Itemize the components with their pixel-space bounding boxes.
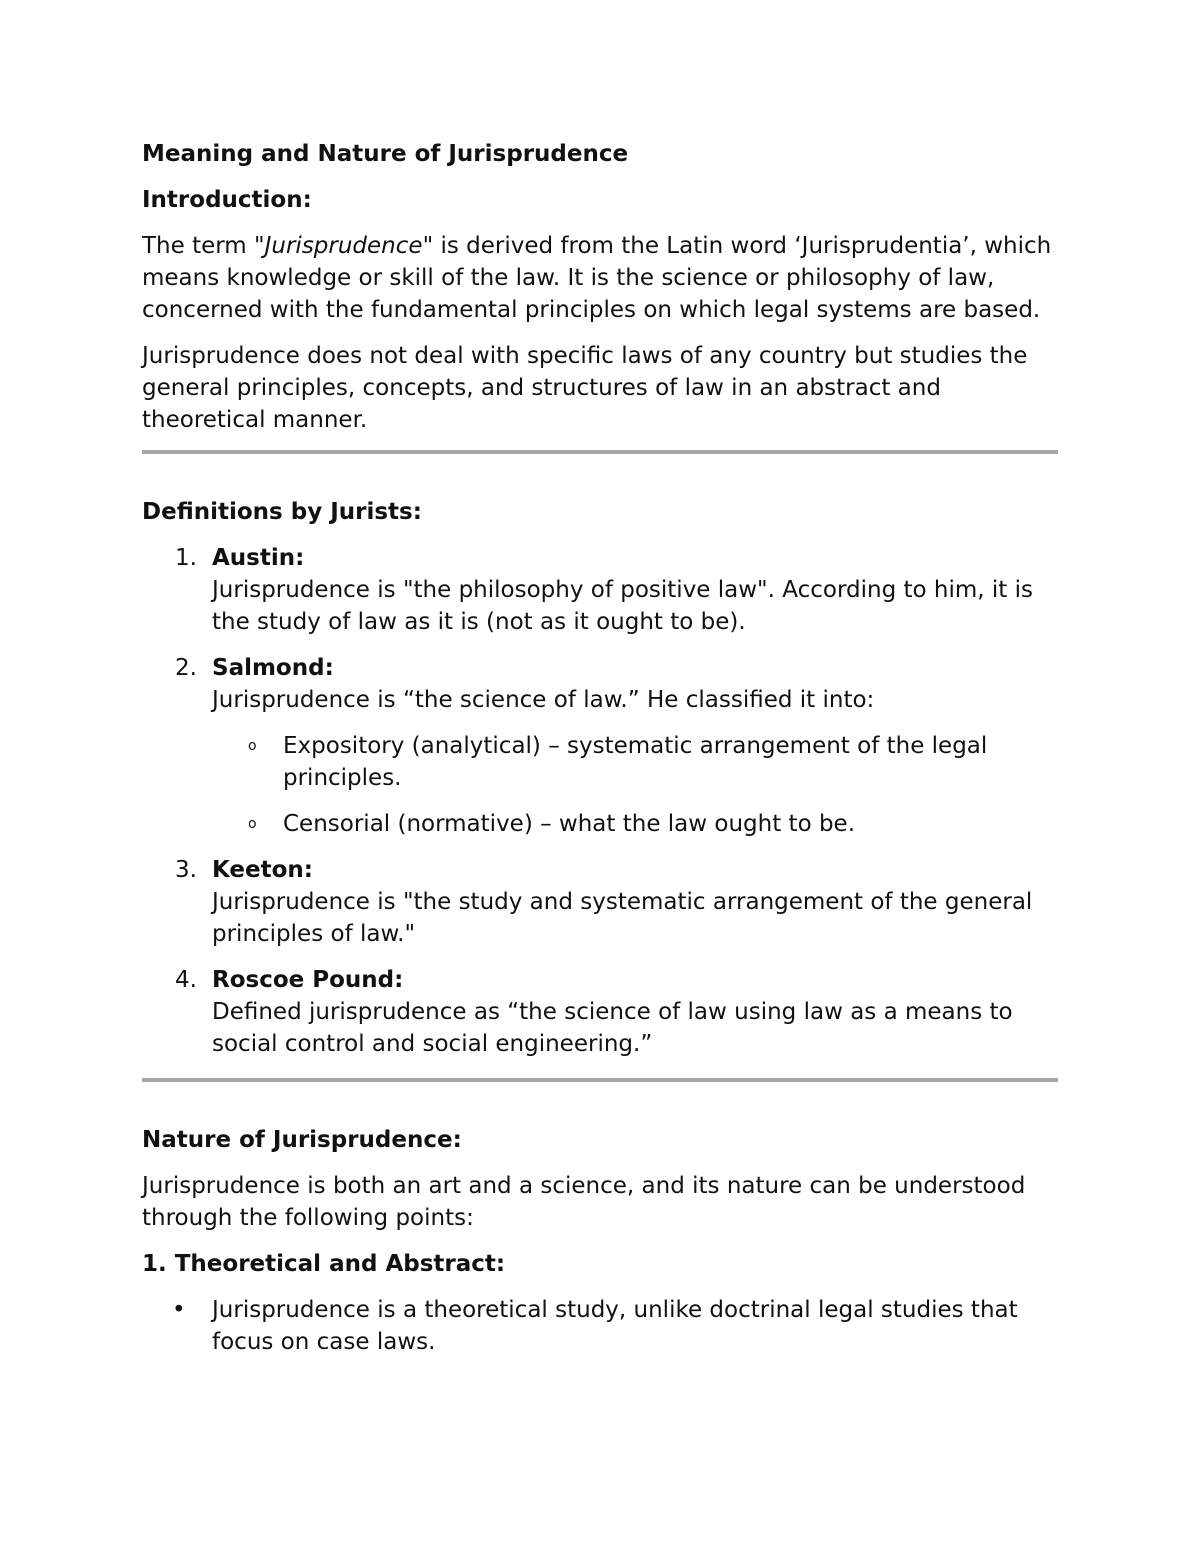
nature-intro-paragraph: Jurisprudence is both an art and a science, and its nature can be understood through the following points: [142, 1173, 1026, 1231]
definition-text: Jurisprudence is "the philosophy of positive law". According to him, it is the study of law as it is (not as it ought to be). [212, 577, 1033, 635]
document-page [142, 138, 1060, 1358]
list-item [142, 1294, 1060, 1358]
list-number: 4. [175, 967, 197, 993]
definitions-heading: Definitions by Jurists: [142, 499, 422, 525]
introduction-paragraph-1 [142, 230, 1060, 326]
salmond-sublist [212, 730, 1060, 840]
definitions-list [142, 542, 1060, 1060]
horizontal-rule [142, 450, 1058, 454]
list-number: 3. [175, 857, 197, 883]
nature-point-1-heading: 1. Theoretical and Abstract: [142, 1251, 506, 1277]
sublist-item-text: Expository (analytical) – systematic arrangement of the legal principles. [283, 733, 988, 791]
definition-text: Jurisprudence is “the science of law.” He classified it into: [212, 687, 875, 713]
circle-bullet-icon: o [248, 816, 257, 832]
nature-heading: Nature of Jurisprudence: [142, 1127, 462, 1153]
definition-item-salmond [142, 652, 1060, 840]
document-title: Meaning and Nature of Jurisprudence [142, 141, 629, 167]
definition-text: Defined jurisprudence as “the science of law using law as a means to social control and social engineering.” [212, 999, 1013, 1057]
horizontal-rule [142, 1078, 1058, 1082]
introduction-paragraph-2: Jurisprudence does not deal with specific laws of any country but studies the general principles, concepts, and structures of law in an abstract and theoretical manner. [142, 343, 1028, 433]
sublist-item-text: Censorial (normative) – what the law ought to be. [283, 811, 856, 837]
introduction-heading: Introduction: [142, 187, 312, 213]
definition-item-keeton [142, 854, 1060, 950]
jurist-name: Austin: [212, 545, 305, 571]
definition-item-austin [142, 542, 1060, 638]
sublist-item [212, 730, 1060, 794]
list-number: 2. [175, 655, 197, 681]
intro-term: Jurisprudence [264, 233, 423, 259]
jurist-name: Roscoe Pound: [212, 967, 404, 993]
definition-item-roscoe-pound [142, 964, 1060, 1060]
jurist-name: Keeton: [212, 857, 313, 883]
circle-bullet-icon: o [248, 738, 257, 754]
list-number: 1. [175, 545, 197, 571]
bullet-icon: • [172, 1297, 186, 1323]
intro-text-after: " is derived from the Latin word ‘Jurisprudentia’, which means knowledge or skill of the law. It is the science or philosophy of law, concerned with the fundamental principles on which legal systems are based. [142, 233, 1052, 323]
definition-text: Jurisprudence is "the study and systematic arrangement of the general principles of law." [212, 889, 1033, 947]
nature-point-1-list [142, 1294, 1060, 1358]
list-item-text: Jurisprudence is a theoretical study, unlike doctrinal legal studies that focus on case laws. [212, 1297, 1018, 1355]
jurist-name: Salmond: [212, 655, 334, 681]
intro-text-before: The term " [142, 233, 265, 259]
sublist-item [212, 808, 1060, 840]
